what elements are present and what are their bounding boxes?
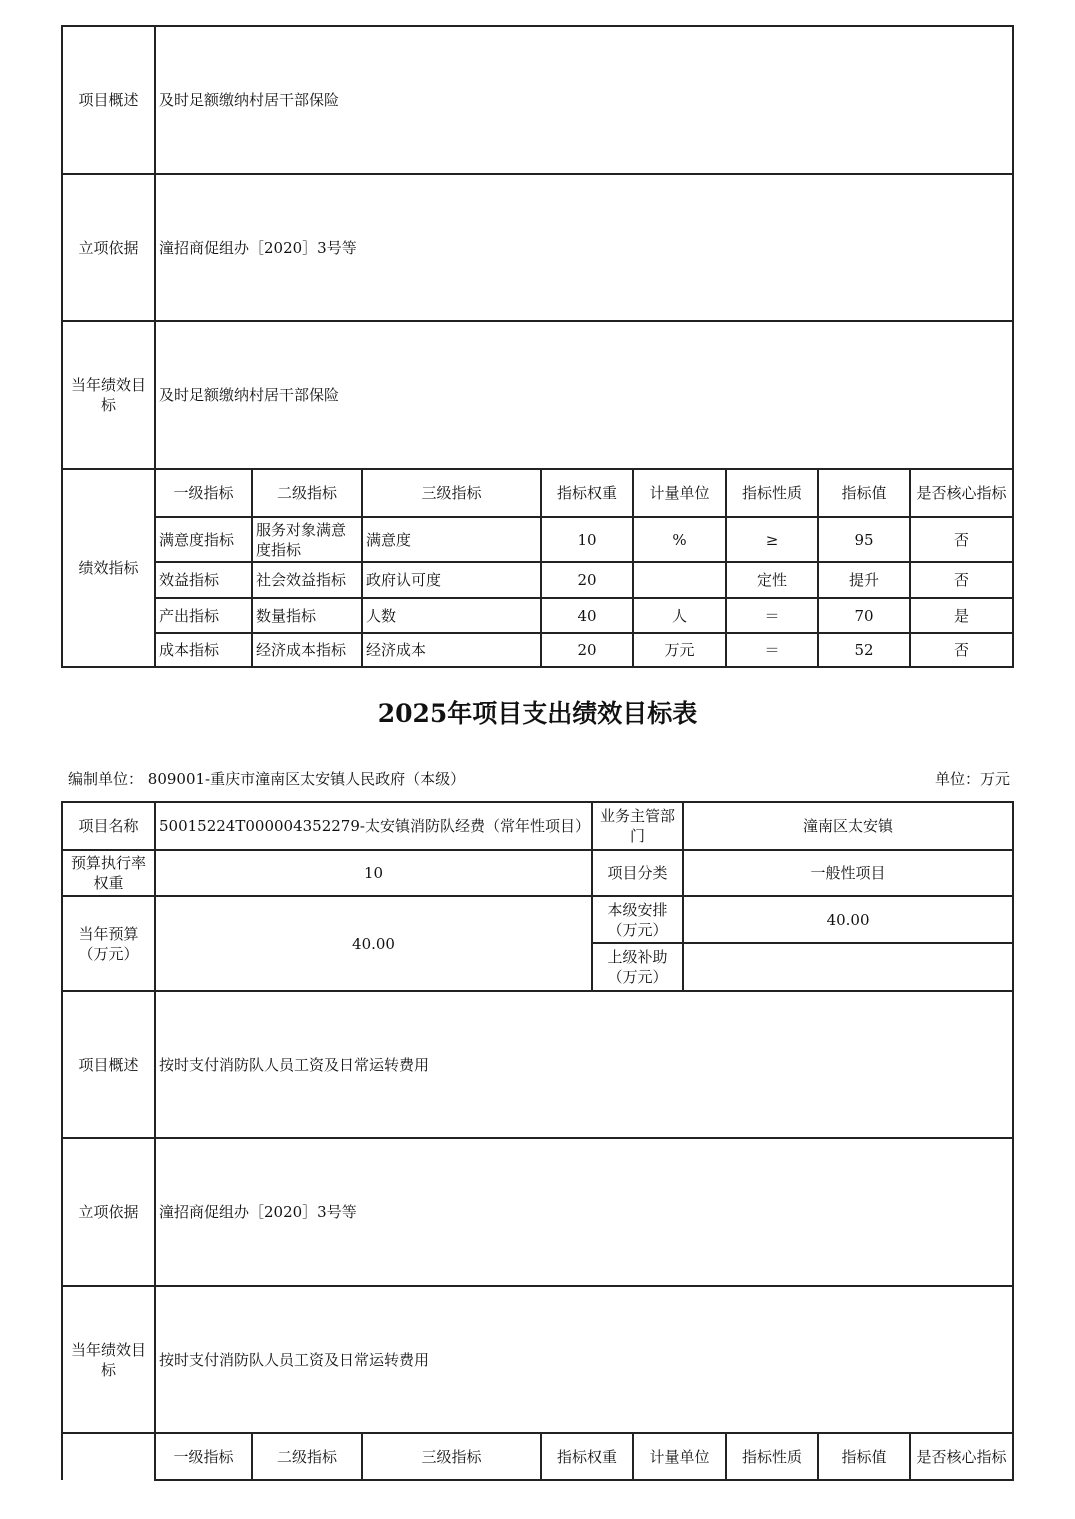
cell: 满意度: [362, 517, 541, 562]
project-name-value: 50015224T000004352279-太安镇消防队经费（常年性项目）: [155, 802, 592, 850]
cell: 否: [910, 517, 1013, 562]
cell: 提升: [818, 562, 910, 598]
cell: 成本指标: [155, 633, 252, 667]
cell: ＝: [726, 598, 818, 633]
table-row: [62, 517, 1013, 562]
header-cell: 计量单位: [633, 469, 726, 517]
cell: 95: [818, 517, 910, 562]
overview-value: 按时支付消防队人员工资及日常运转费用: [155, 991, 1013, 1138]
unit-label: 单位：万元: [934, 770, 1010, 788]
cell: 效益指标: [155, 562, 252, 598]
cell: 政府认可度: [362, 562, 541, 598]
header-cell: 三级指标: [362, 1433, 541, 1480]
performance-table-1: [61, 25, 1014, 668]
cell: 数量指标: [252, 598, 362, 633]
org-value: 809001-重庆市潼南区太安镇人民政府（本级）: [147, 770, 466, 788]
dept-value: 潼南区太安镇: [683, 802, 1013, 850]
page-title: 2025年项目支出绩效目标表: [377, 699, 698, 728]
header-cell: 二级指标: [252, 1433, 362, 1480]
overview-label: 项目概述: [62, 26, 155, 174]
basis-label: 立项依据: [62, 174, 155, 321]
cell: 52: [818, 633, 910, 667]
header-cell: 指标值: [818, 1433, 910, 1480]
table-row: [62, 633, 1013, 667]
org-label: 编制单位：: [68, 770, 144, 788]
cell: 否: [910, 562, 1013, 598]
header-cell: 是否核心指标: [910, 469, 1013, 517]
cell: 20: [541, 633, 633, 667]
goal-label: 当年绩效目标: [62, 1286, 155, 1433]
cell: 20: [541, 562, 633, 598]
header-cell: 指标权重: [541, 1433, 633, 1480]
dept-label: 业务主管部门: [592, 802, 683, 850]
cell: 万元: [633, 633, 726, 667]
cell: 产出指标: [155, 598, 252, 633]
cell: 经济成本: [362, 633, 541, 667]
cell: [633, 562, 726, 598]
basis-label: 立项依据: [62, 1138, 155, 1286]
basis-value: 潼招商促组办［2020］3号等: [155, 1138, 1013, 1286]
category-value: 一般性项目: [683, 850, 1013, 896]
perf-indicators-label-cell: [62, 1433, 155, 1480]
header-cell: 指标性质: [726, 1433, 818, 1480]
cell: 人: [633, 598, 726, 633]
exec-weight-label: 预算执行率权重: [62, 850, 155, 896]
cell: 经济成本指标: [252, 633, 362, 667]
org-line: [68, 768, 465, 789]
basis-value: 潼招商促组办［2020］3号等: [155, 174, 1013, 321]
own-label: 本级安排（万元）: [592, 896, 683, 943]
budget-label: 当年预算（万元）: [62, 896, 155, 991]
goal-label: 当年绩效目标: [62, 321, 155, 469]
header-cell: 一级指标: [155, 1433, 252, 1480]
cell: 是: [910, 598, 1013, 633]
own-value: 40.00: [683, 896, 1013, 943]
cell: 满意度指标: [155, 517, 252, 562]
overview-label: 项目概述: [62, 991, 155, 1138]
cell: %: [633, 517, 726, 562]
goal-value: 按时支付消防队人员工资及日常运转费用: [155, 1286, 1013, 1433]
header-cell: 是否核心指标: [910, 1433, 1013, 1480]
header-cell: 指标性质: [726, 469, 818, 517]
performance-table-2: [61, 801, 1014, 1481]
cell: 服务对象满意度指标: [252, 517, 362, 562]
cell: 10: [541, 517, 633, 562]
cell: ＝: [726, 633, 818, 667]
category-label: 项目分类: [592, 850, 683, 896]
header-cell: 指标权重: [541, 469, 633, 517]
exec-weight-value: 10: [155, 850, 592, 896]
header-cell: 三级指标: [362, 469, 541, 517]
subsidy-label: 上级补助（万元）: [592, 943, 683, 991]
subsidy-value: [683, 943, 1013, 991]
header-cell: 计量单位: [633, 1433, 726, 1480]
table-row: [62, 562, 1013, 598]
project-name-label: 项目名称: [62, 802, 155, 850]
goal-value: 及时足额缴纳村居干部保险: [155, 321, 1013, 469]
table-row: [62, 598, 1013, 633]
cell: 社会效益指标: [252, 562, 362, 598]
cell: 70: [818, 598, 910, 633]
header-cell: 一级指标: [155, 469, 252, 517]
perf-indicators-label: 绩效指标: [62, 469, 155, 667]
cell: 40: [541, 598, 633, 633]
cell: 否: [910, 633, 1013, 667]
budget-value: 40.00: [155, 896, 592, 991]
header-cell: 二级指标: [252, 469, 362, 517]
cell: 定性: [726, 562, 818, 598]
cell: 人数: [362, 598, 541, 633]
overview-value: 及时足额缴纳村居干部保险: [155, 26, 1013, 174]
header-cell: 指标值: [818, 469, 910, 517]
cell: ≥: [726, 517, 818, 562]
